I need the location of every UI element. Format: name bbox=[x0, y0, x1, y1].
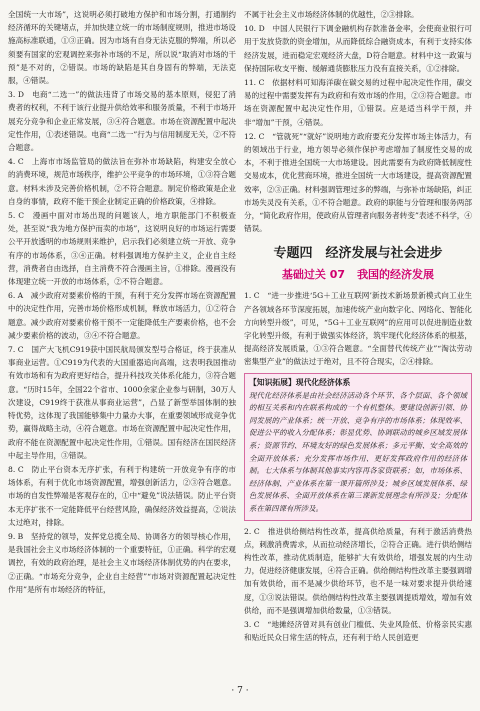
answer-paragraph: 11. C 依据材料可知海洋碳在碳交易的过程中起决定性作用，碳交易的过程中需要发挥有为政府和有效市场的作用，②③符合题意。市场在资源配置中起决定性作用，①错误。应是适当科学干预，并非“增加”干预，④错误。 bbox=[244, 78, 472, 127]
answer-paragraph: 10. D 中国人民银行下调金融机构存款准备金率，会使商业银行可用于发放贷款的资金增加，从而降低综合融资成本，有利于支持实体经济发展，进而稳定宏观经济大盘，D符合题意。材料中这一政策与保持国际收支平衡、缓解通货膨胀压力没有直接关系，①②排除。 bbox=[244, 24, 472, 73]
answer-paragraph: 12. C “管就死”“就好”说明地方政府要充分发挥市场主体活力，有的领域出于行业，地方领导必须作保护考虑增加了制度性交易的成本，不利于推进全国统一大市场建设。因此需要有为政府降低制度性交易成本，优化营商环境，推进全国统一大市场建设，提高资源配置效率，②③正确。材料强调管理过多的弊端，与弥补市场缺陷，纠正市场失灵没有关系，①不符合题意。政府的职能与分管理和服务两部分，“简化政府作用，使政府从管理者向服务者转变”表述不科学，④错误。 bbox=[244, 131, 472, 234]
answer-paragraph: 7. C 国产大飞机C919获中国民航局颁发型号合格证，终于获准从事商业运营。①C919为代表的大国重器追向高端，这表明我国推动有效市场和有为政府更好结合，提升科技攻关体系化能力，③符合题意。“历时15年，全国22个省市、1000余家企业参与研制，30万人次建设，C919终于获准从事商业运营”，凸显了新型举国体制的独特优势，这体现了我国能够集中力量办大事，在重要领域形成竞争优势，赢得战略主动，④符合题意。市场在资源配置中起决定性作用，政府不能在资源配置中起决定性作用，①错误。国有经济在国民经济中起主导作用，③错误。 bbox=[8, 345, 236, 460]
left-column bbox=[8, 8, 236, 684]
page-number: · 7 · bbox=[231, 686, 249, 696]
section-subtitle bbox=[244, 267, 472, 283]
answer-paragraph: 9. B 坚持党的领导，发挥党总揽全局、协调各方的领导核心作用，是我国社会主义市场经济体制的一个重要特征，①正确。科学的宏观调控，有效的政府治理，是社会主义市场经济体制优势的内在要求，②正确。“市场充分竞争，企业自主经营”“市场对资源配置起决定性作用”是所有市场经济的特征， bbox=[8, 531, 236, 594]
knowledge-box-body: 现代化经济体系是由社会经济活动各个环节、各个层面、各个领域的相互关系和内在联系构成的一个有机整体。要建设创新引领、协同发展的产业体系；统一开放、竞争有序的市场体系；体现效率、促进公平的收入分配体系；彰显优势、协调联动的城乡区域发展体系；资源节约、环境友好的绿色发展体系；多元平衡、安全高效的全面开放体系；充分发挥市场作用、更好发挥政府作用的经济体制。七大体系与体制其他事实内容再各家资联系；如，市场体系、经济体制、产业体系在第一课开篇所涉及；城乡区域发展体系、绿色发展体系、全面开放体系在第三课新发展理念有所涉及；分配体系在第四课有所涉及。 bbox=[249, 390, 467, 514]
answer-paragraph: 4. C 上海市市场监管局的做法旨在弥补市场缺陷，构建安全放心的消费环境，规范市场秩序，维护公平竞争的市场环境，①③符合题意。材料未涉及完善价格机制，②不符合题意。制定价格政策是企业自身的事情，政府不能干预企业制定正确的价格政策，④排除。 bbox=[8, 157, 236, 206]
answer-paragraph: 5. C 漫画中面对市场出现的问题该人，地方职能部门不积极查处，甚至说“我为地方保护而卖的市场”，这说明良好的市场运行需要公平开放透明的市场规则来维护，启示我们必须建立统一开放、竞争有序的市场体系，③④正确。材料强调地方保护主义，企业自主经营，消费者自由选择，自主消费不符合漫画主旨，①排除。漫画没有体现建立统一开放的市场体系，②不符合题意。 bbox=[8, 211, 236, 287]
answer-paragraph: 2. C 推进供给侧结构性改革，提高供给质量，有利于激活消费热点，刺激消费需求，从而拉动经济增长，②符合正确。进行供给侧结构性改革，推动优质制造，能够扩大有效供给，增强发展的内生动力，促进经济健康发展，④符合正确。供给侧结构性改革主要强调增加有效供给，而不是减少供给环节，也不是一味对要求提升供给速度，①③说法错误。供给侧结构性改革主要强调提质增效，增加有效供给，而不是强调增加供给数量，①③错误。 bbox=[244, 526, 472, 615]
subtitle-topic: 我国的经济发展 bbox=[357, 268, 435, 282]
answer-paragraph: 3. C “地摊经济曾对具有创业门槛低、失业风险低、价格亲民实惠和贴近民众日常生活的特点，还有利于给人民创造更 bbox=[244, 620, 472, 643]
subtitle-label: 基础过关 07 bbox=[281, 268, 346, 282]
knowledge-box bbox=[244, 373, 472, 521]
answer-paragraph: 3. D 电商“二选一”的做法违背了市场交易的基本原则，侵犯了消费者的权利，不利于该行业提升供给效率和服务质量，不利于市场开展充分竞争和企业正常发展，③④符合题意。市场在资源配置中起决定性作用，①表述错误。电商“二选一”行为与信用制度无关，②不符合题意。 bbox=[8, 90, 236, 153]
answer-paragraph: 全国统一大市场”，这说明必须打破地方保护和市场分割，打通制约经济循环的关键堵点，并加快建立统一的市场制度规则，推进市场设施高标准联通，①③正确。因为市场有自身无法克服的弊端，所以必须要有国家的宏观调控来弥补市场的不足，所以说“取消对市场的干预”是不对的，②错误。市场的缺陷是其自身固有的弊端，无法克服，④错误。 bbox=[8, 10, 236, 86]
two-column-body bbox=[8, 8, 472, 684]
answer-paragraph: 1. C “进一步推进‘5G＋工业互联网’新技术新场景新模式向工业生产各领域各环节深度拓展，加速传统产业向数字化、网络化、智能化方向转型升级”，可见，“5G＋工业互联网”的应用可以促进制造业数字化转型升级，有利于做强实体经济，筑牢现代化经济体系的根基，提高经济发展质量，①③符合题意。“全面替代传统产业”“淘汰劳动密集型产业”的做法过于绝对，且不符合现实，②④排除。 bbox=[244, 291, 472, 367]
answer-paragraph: 8. C 防止平台资本无序扩张，有利于构建统一开放竞争有序的市场体系，有利于优化市场资源配置，增强创新活力，②③符合题意。市场的自发性弊端是客观存在的，①中“避免”说法错误。防止平台资本无序扩张不一定能降低平台经营风险，确保经济效益提高，②说法太过绝对，排除。 bbox=[8, 464, 236, 527]
answer-paragraph: 不属于社会主义市场经济体制的优越性，②③排除。 bbox=[244, 10, 419, 19]
right-column bbox=[244, 8, 472, 684]
knowledge-box-title: 【知识拓展】现代化经济体系 bbox=[249, 377, 351, 387]
section-heading bbox=[244, 245, 472, 283]
section-title: 专题四 经济发展与社会进步 bbox=[273, 246, 443, 262]
answer-paragraph: 6. A 减少政府对要素价格的干预，有利于充分发挥市场在资源配置中的决定性作用，完善市场价格形成机制，释放市场活力，①②符合题意。减少政府对要素价格干预不一定能降低生产要素价格，也不会减少要素价格的波动，③④不符合题意。 bbox=[8, 291, 236, 340]
